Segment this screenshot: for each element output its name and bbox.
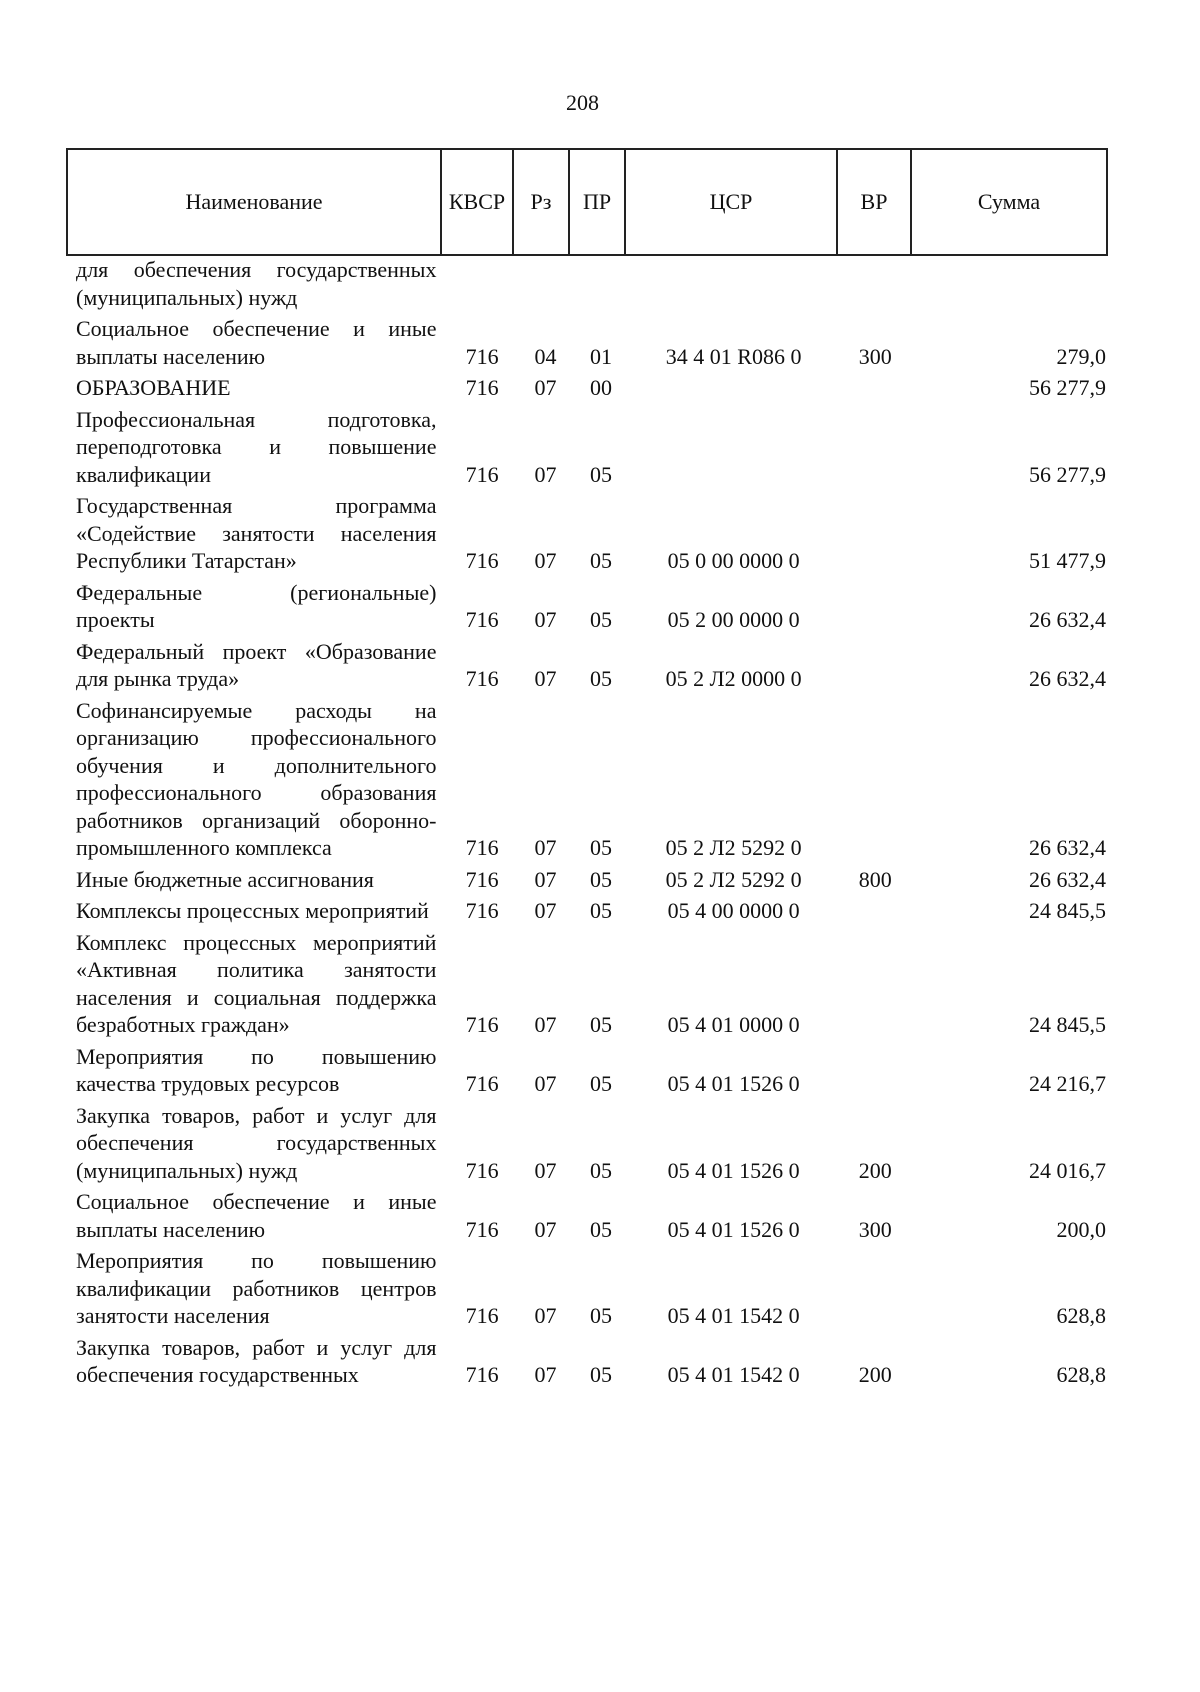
row-sum: 26 632,4 xyxy=(1028,666,1106,691)
row-name: Профессиональная подготовка, переподготовка и повышение квалификации xyxy=(76,406,437,487)
row-rz: 07 xyxy=(534,1303,557,1328)
table-row xyxy=(66,897,1106,925)
row-rz: 07 xyxy=(534,1157,557,1183)
row-kvsr: 716 xyxy=(465,1362,499,1387)
row-vr: 300 xyxy=(858,343,892,369)
row-kvsr: 716 xyxy=(465,835,499,860)
row-rz: 07 xyxy=(534,835,557,860)
header-pr: ПР xyxy=(569,149,625,255)
row-rz: 07 xyxy=(534,866,557,892)
row-name: Федеральный проект «Образование для рынка труда» xyxy=(76,638,437,691)
table-row xyxy=(66,315,1106,370)
table-row xyxy=(66,406,1106,489)
page-number: 208 xyxy=(566,90,599,115)
row-csr: 05 4 01 1526 0 xyxy=(667,1157,800,1183)
row-kvsr: 716 xyxy=(465,898,499,923)
row-vr: 300 xyxy=(858,1216,892,1242)
row-pr: 05 xyxy=(589,666,612,691)
row-rz: 04 xyxy=(534,343,557,369)
row-sum: 628,8 xyxy=(1056,1362,1106,1387)
header-csr: ЦСР xyxy=(625,149,837,255)
table-row xyxy=(66,1247,1106,1330)
table-row xyxy=(66,492,1106,575)
row-rz: 07 xyxy=(534,1071,557,1096)
row-vr: 200 xyxy=(858,1157,892,1183)
row-kvsr: 716 xyxy=(465,461,499,487)
row-pr: 05 xyxy=(589,866,612,892)
row-rz: 07 xyxy=(534,607,557,632)
row-kvsr: 716 xyxy=(465,1071,499,1096)
header-name: Наименование xyxy=(67,149,441,255)
row-name: Мероприятия по повышению квалификации работников центров занятости населения xyxy=(76,1248,437,1328)
row-name: Комплексы процессных мероприятий xyxy=(76,898,429,923)
row-csr: 05 4 01 1542 0 xyxy=(667,1362,800,1387)
row-name: Комплекс процессных мероприятий «Активная политика занятости населения и социальная поддержка безработных граждан» xyxy=(76,929,437,1037)
row-rz: 07 xyxy=(534,1362,557,1387)
row-kvsr: 716 xyxy=(465,1012,499,1037)
table-row xyxy=(66,929,1106,1039)
header-sum: Сумма xyxy=(911,149,1107,255)
row-csr: 05 4 01 1526 0 xyxy=(667,1216,800,1242)
row-vr: 800 xyxy=(858,866,892,892)
row-kvsr: 716 xyxy=(465,375,499,400)
table-body xyxy=(66,256,1106,1393)
row-pr: 05 xyxy=(589,835,612,860)
row-rz: 07 xyxy=(534,375,557,400)
row-pr: 05 xyxy=(589,607,612,632)
row-sum: 200,0 xyxy=(1056,1216,1106,1242)
table-row xyxy=(66,1334,1106,1389)
table-row xyxy=(66,697,1106,862)
row-csr: 05 2 Л2 0000 0 xyxy=(665,666,802,691)
row-csr: 05 4 00 0000 0 xyxy=(667,898,800,923)
row-csr: 34 4 01 R086 0 xyxy=(665,343,802,369)
header-vr: ВР xyxy=(837,149,911,255)
row-sum: 24 216,7 xyxy=(1028,1071,1106,1096)
row-name: Закупка товаров, работ и услуг для обеспечения государственных xyxy=(76,1334,437,1387)
table-row xyxy=(66,1043,1106,1098)
row-name: ОБРАЗОВАНИЕ xyxy=(76,375,231,400)
row-name: Иные бюджетные ассигнования xyxy=(76,866,374,892)
row-pr: 05 xyxy=(589,898,612,923)
row-csr: 05 4 01 1542 0 xyxy=(667,1303,800,1328)
table-row xyxy=(66,374,1106,402)
row-kvsr: 716 xyxy=(465,1216,499,1242)
header-kvsr: КВСР xyxy=(441,149,513,255)
row-sum: 26 632,4 xyxy=(1028,607,1106,632)
row-csr: 05 4 01 0000 0 xyxy=(667,1012,800,1037)
row-name: Социальное обеспечение и иные выплаты населению xyxy=(76,316,437,369)
row-pr: 05 xyxy=(589,461,612,487)
row-pr: 05 xyxy=(589,1012,612,1037)
row-pr: 05 xyxy=(589,1303,612,1328)
row-name: Федеральные (региональные) проекты xyxy=(76,579,437,632)
row-pr: 00 xyxy=(589,375,612,400)
table-row xyxy=(66,638,1106,693)
row-csr: 05 2 Л2 5292 0 xyxy=(665,866,802,892)
row-sum: 56 277,9 xyxy=(1028,375,1106,400)
table-row xyxy=(66,579,1106,634)
row-sum: 628,8 xyxy=(1056,1303,1106,1328)
table-header xyxy=(66,148,1108,256)
row-pr: 05 xyxy=(589,1157,612,1183)
row-sum: 26 632,4 xyxy=(1028,835,1106,860)
row-kvsr: 716 xyxy=(465,548,499,573)
row-csr: 05 4 01 1526 0 xyxy=(667,1071,800,1096)
row-kvsr: 716 xyxy=(465,666,499,691)
row-name: для обеспечения государственных (муниципальных) нужд xyxy=(76,257,437,310)
table-row xyxy=(66,866,1106,894)
row-sum: 51 477,9 xyxy=(1028,548,1106,573)
table-row xyxy=(66,256,1106,311)
row-name: Мероприятия по повышению качества трудовых ресурсов xyxy=(76,1043,437,1096)
row-pr: 01 xyxy=(589,343,612,369)
row-rz: 07 xyxy=(534,548,557,573)
row-vr: 200 xyxy=(858,1362,892,1387)
row-name: Социальное обеспечение и иные выплаты населению xyxy=(76,1189,437,1242)
row-kvsr: 716 xyxy=(465,607,499,632)
row-sum: 279,0 xyxy=(1056,343,1106,369)
row-sum: 56 277,9 xyxy=(1028,461,1106,487)
row-name: Софинансируемые расходы на организацию профессионального обучения и дополнительного профессионального образования работников организаций оборонно-промышленного комплекса xyxy=(76,697,437,860)
row-csr: 05 2 00 0000 0 xyxy=(667,607,800,632)
row-kvsr: 716 xyxy=(465,1303,499,1328)
row-name: Закупка товаров, работ и услуг для обеспечения государственных (муниципальных) нужд xyxy=(76,1102,437,1183)
row-pr: 05 xyxy=(589,1362,612,1387)
row-pr: 05 xyxy=(589,1216,612,1242)
row-rz: 07 xyxy=(534,1012,557,1037)
row-rz: 07 xyxy=(534,461,557,487)
row-kvsr: 716 xyxy=(465,343,499,369)
row-csr: 05 2 Л2 5292 0 xyxy=(665,835,802,860)
row-rz: 07 xyxy=(534,666,557,691)
row-pr: 05 xyxy=(589,548,612,573)
table-row xyxy=(66,1188,1106,1243)
row-rz: 07 xyxy=(534,1216,557,1242)
row-sum: 26 632,4 xyxy=(1028,866,1106,892)
row-csr: 05 0 00 0000 0 xyxy=(667,548,800,573)
row-kvsr: 716 xyxy=(465,866,499,892)
row-pr: 05 xyxy=(589,1071,612,1096)
row-sum: 24 016,7 xyxy=(1028,1157,1106,1183)
header-rz: Рз xyxy=(513,149,569,255)
row-sum: 24 845,5 xyxy=(1028,1012,1106,1037)
row-sum: 24 845,5 xyxy=(1028,898,1106,923)
table-row xyxy=(66,1102,1106,1185)
row-name: Государственная программа «Содействие занятости населения Республики Татарстан» xyxy=(76,493,437,573)
row-kvsr: 716 xyxy=(465,1157,499,1183)
row-rz: 07 xyxy=(534,898,557,923)
